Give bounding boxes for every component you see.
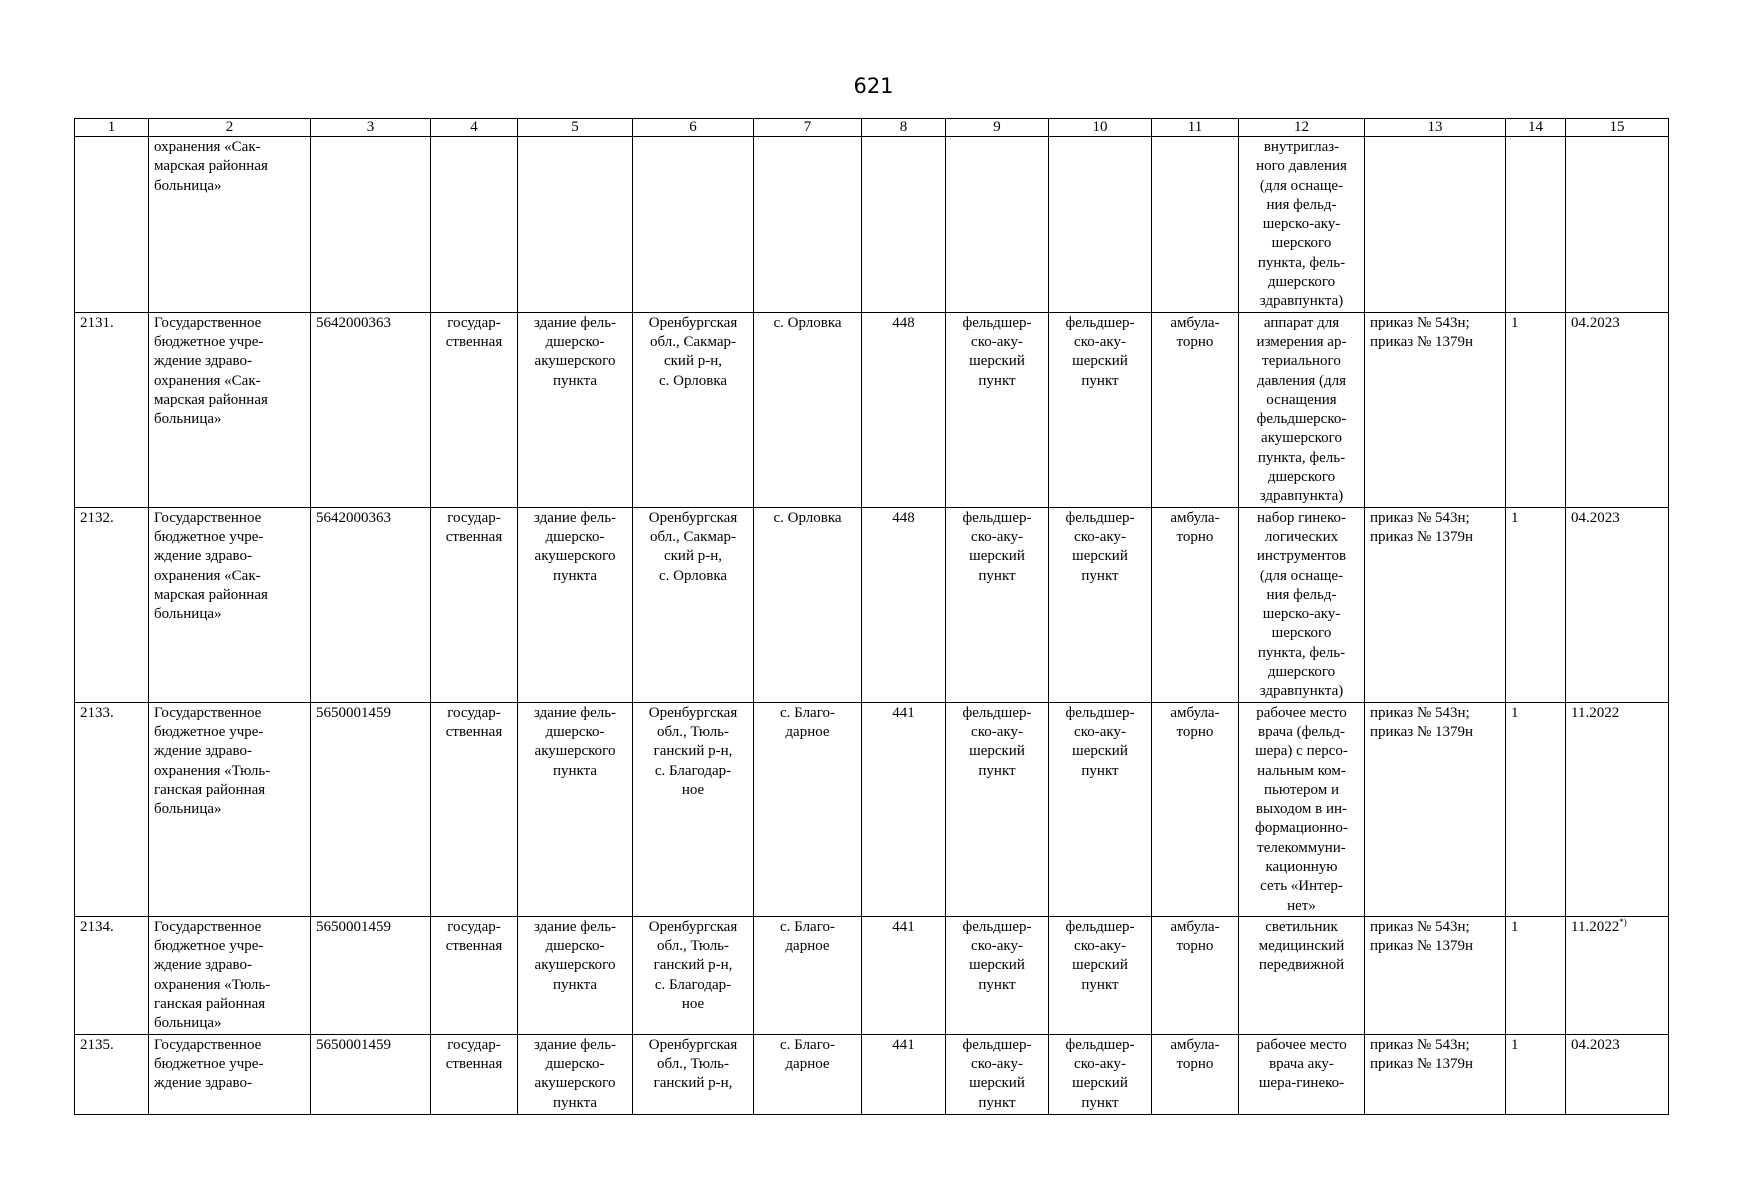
cell-orders: приказ № 543н; приказ № 1379н — [1365, 1034, 1506, 1114]
column-number-6: 6 — [633, 119, 754, 137]
cell-num: 2134. — [75, 916, 149, 1034]
cell-type-to: фельдшер- ско-аку- шерский пункт — [1049, 916, 1152, 1034]
cell-inn: 5642000363 — [311, 312, 431, 507]
cell-type-from: фельдшер- ско-аку- шерский пункт — [946, 702, 1049, 916]
cell-population: 441 — [862, 702, 946, 916]
cell-equipment: набор гинеко- логических инструментов (для оснаще- ния фельд- шерско-аку- шерского пункта, фель- дшерского здравпункта) — [1239, 507, 1365, 702]
table-row — [75, 916, 1669, 1034]
table-body — [75, 137, 1669, 1115]
cell-date — [1566, 1034, 1669, 1114]
cell-qty: 1 — [1506, 312, 1566, 507]
cell-org: Государственное бюджетное учре- ждение здраво- охранения «Сак- марская районная больница» — [149, 312, 311, 507]
column-number-13: 13 — [1365, 119, 1506, 137]
cell-type-from: фельдшер- ско-аку- шерский пункт — [946, 312, 1049, 507]
cell-inn: 5650001459 — [311, 702, 431, 916]
cell-date — [1566, 702, 1669, 916]
column-number-7: 7 — [754, 119, 862, 137]
table-row — [75, 1034, 1669, 1114]
cell-population: 448 — [862, 312, 946, 507]
column-number-8: 8 — [862, 119, 946, 137]
table-row — [75, 312, 1669, 507]
cell-org: охранения «Сак- марская районная больница» — [149, 137, 311, 313]
cell-building: здание фель- дшерско- акушерского пункта — [518, 916, 633, 1034]
cell-num — [75, 137, 149, 313]
cell-equipment: светильник медицинский передвижной — [1239, 916, 1365, 1034]
cell-orders: приказ № 543н; приказ № 1379н — [1365, 312, 1506, 507]
cell-num: 2131. — [75, 312, 149, 507]
date-value: 04.2023 — [1571, 1036, 1620, 1053]
cell-ownership: государ- ственная — [431, 702, 518, 916]
column-number-10: 10 — [1049, 119, 1152, 137]
cell-type-to: фельдшер- ско-аку- шерский пункт — [1049, 507, 1152, 702]
cell-locality: с. Орловка — [754, 507, 862, 702]
cell-org: Государственное бюджетное учре- ждение здраво- охранения «Тюль- ганская районная больница» — [149, 916, 311, 1034]
column-number-12: 12 — [1239, 119, 1365, 137]
cell-care: амбула- торно — [1152, 702, 1239, 916]
column-number-2: 2 — [149, 119, 311, 137]
cell-building: здание фель- дшерско- акушерского пункта — [518, 1034, 633, 1114]
table-row — [75, 702, 1669, 916]
cell-population: 448 — [862, 507, 946, 702]
cell-inn: 5642000363 — [311, 507, 431, 702]
cell-qty: 1 — [1506, 702, 1566, 916]
cell-type-from — [946, 137, 1049, 313]
cell-locality — [754, 137, 862, 313]
column-number-3: 3 — [311, 119, 431, 137]
cell-type-to: фельдшер- ско-аку- шерский пункт — [1049, 702, 1152, 916]
cell-qty: 1 — [1506, 1034, 1566, 1114]
table-row — [75, 507, 1669, 702]
cell-qty — [1506, 137, 1566, 313]
cell-address: Оренбургская обл., Тюль- ганский р-н, — [633, 1034, 754, 1114]
column-number-4: 4 — [431, 119, 518, 137]
cell-orders — [1365, 137, 1506, 313]
continuation-row — [75, 137, 1669, 313]
column-number-11: 11 — [1152, 119, 1239, 137]
cell-locality: с. Орловка — [754, 312, 862, 507]
column-numbers-row — [75, 119, 1669, 137]
cell-building: здание фель- дшерско- акушерского пункта — [518, 312, 633, 507]
cell-date — [1566, 137, 1669, 313]
cell-population: 441 — [862, 916, 946, 1034]
cell-care: амбула- торно — [1152, 312, 1239, 507]
cell-address — [633, 137, 754, 313]
date-value: 04.2023 — [1571, 314, 1620, 331]
column-number-9: 9 — [946, 119, 1049, 137]
cell-ownership: государ- ственная — [431, 1034, 518, 1114]
cell-type-to — [1049, 137, 1152, 313]
cell-care: амбула- торно — [1152, 916, 1239, 1034]
cell-equipment: внутриглаз- ного давления (для оснаще- ния фельд- шерско-аку- шерского пункта, фель- дшерского здравпункта) — [1239, 137, 1365, 313]
date-value: 11.2022 — [1571, 918, 1620, 935]
cell-locality: с. Благо- дарное — [754, 702, 862, 916]
cell-building: здание фель- дшерско- акушерского пункта — [518, 507, 633, 702]
cell-building — [518, 137, 633, 313]
cell-equipment: аппарат для измерения ар- териального давления (для оснащения фельдшерско- акушерского пункта, фель- дшерского здравпункта) — [1239, 312, 1365, 507]
cell-qty: 1 — [1506, 507, 1566, 702]
cell-qty: 1 — [1506, 916, 1566, 1034]
cell-orders: приказ № 543н; приказ № 1379н — [1365, 702, 1506, 916]
cell-equipment: рабочее место врача аку- шера-гинеко- — [1239, 1034, 1365, 1114]
equipment-table — [74, 118, 1669, 1115]
cell-ownership — [431, 137, 518, 313]
cell-type-from: фельдшер- ско-аку- шерский пункт — [946, 916, 1049, 1034]
cell-population — [862, 137, 946, 313]
cell-address: Оренбургская обл., Тюль- ганский р-н, с. Благодар- ное — [633, 916, 754, 1034]
cell-org: Государственное бюджетное учре- ждение здраво- охранения «Тюль- ганская районная больница» — [149, 702, 311, 916]
cell-ownership: государ- ственная — [431, 916, 518, 1034]
cell-locality: с. Благо- дарное — [754, 1034, 862, 1114]
cell-ownership: государ- ственная — [431, 312, 518, 507]
cell-care: амбула- торно — [1152, 507, 1239, 702]
page-number: 621 — [853, 74, 894, 98]
cell-date — [1566, 916, 1669, 1034]
cell-type-from: фельдшер- ско-аку- шерский пункт — [946, 507, 1049, 702]
cell-locality: с. Благо- дарное — [754, 916, 862, 1034]
cell-inn: 5650001459 — [311, 1034, 431, 1114]
column-number-15: 15 — [1566, 119, 1669, 137]
column-number-5: 5 — [518, 119, 633, 137]
cell-type-to: фельдшер- ско-аку- шерский пункт — [1049, 1034, 1152, 1114]
cell-address: Оренбургская обл., Тюль- ганский р-н, с. Благодар- ное — [633, 702, 754, 916]
date-value: 11.2022 — [1571, 704, 1620, 721]
cell-type-to: фельдшер- ско-аку- шерский пункт — [1049, 312, 1152, 507]
cell-orders: приказ № 543н; приказ № 1379н — [1365, 507, 1506, 702]
cell-date — [1566, 507, 1669, 702]
cell-num: 2135. — [75, 1034, 149, 1114]
cell-address: Оренбургская обл., Сакмар- ский р-н, с. Орловка — [633, 507, 754, 702]
cell-inn: 5650001459 — [311, 916, 431, 1034]
cell-org: Государственное бюджетное учре- ждение здраво- — [149, 1034, 311, 1114]
column-number-14: 14 — [1506, 119, 1566, 137]
date-value: 04.2023 — [1571, 509, 1620, 526]
cell-type-from: фельдшер- ско-аку- шерский пункт — [946, 1034, 1049, 1114]
cell-orders: приказ № 543н; приказ № 1379н — [1365, 916, 1506, 1034]
cell-equipment: рабочее место врача (фельд- шера) с персо- нальным ком- пьютером и выходом в ин- формационно- телекоммуни- кационную сеть «Интер- нет» — [1239, 702, 1365, 916]
cell-inn — [311, 137, 431, 313]
cell-building: здание фель- дшерско- акушерского пункта — [518, 702, 633, 916]
cell-address: Оренбургская обл., Сакмар- ский р-н, с. Орловка — [633, 312, 754, 507]
footnote-mark: *) — [1619, 916, 1627, 927]
cell-ownership: государ- ственная — [431, 507, 518, 702]
cell-date — [1566, 312, 1669, 507]
column-number-1: 1 — [75, 119, 149, 137]
cell-org: Государственное бюджетное учре- ждение здраво- охранения «Сак- марская районная больница» — [149, 507, 311, 702]
cell-care — [1152, 137, 1239, 313]
cell-population: 441 — [862, 1034, 946, 1114]
cell-num: 2133. — [75, 702, 149, 916]
cell-num: 2132. — [75, 507, 149, 702]
cell-care: амбула- торно — [1152, 1034, 1239, 1114]
